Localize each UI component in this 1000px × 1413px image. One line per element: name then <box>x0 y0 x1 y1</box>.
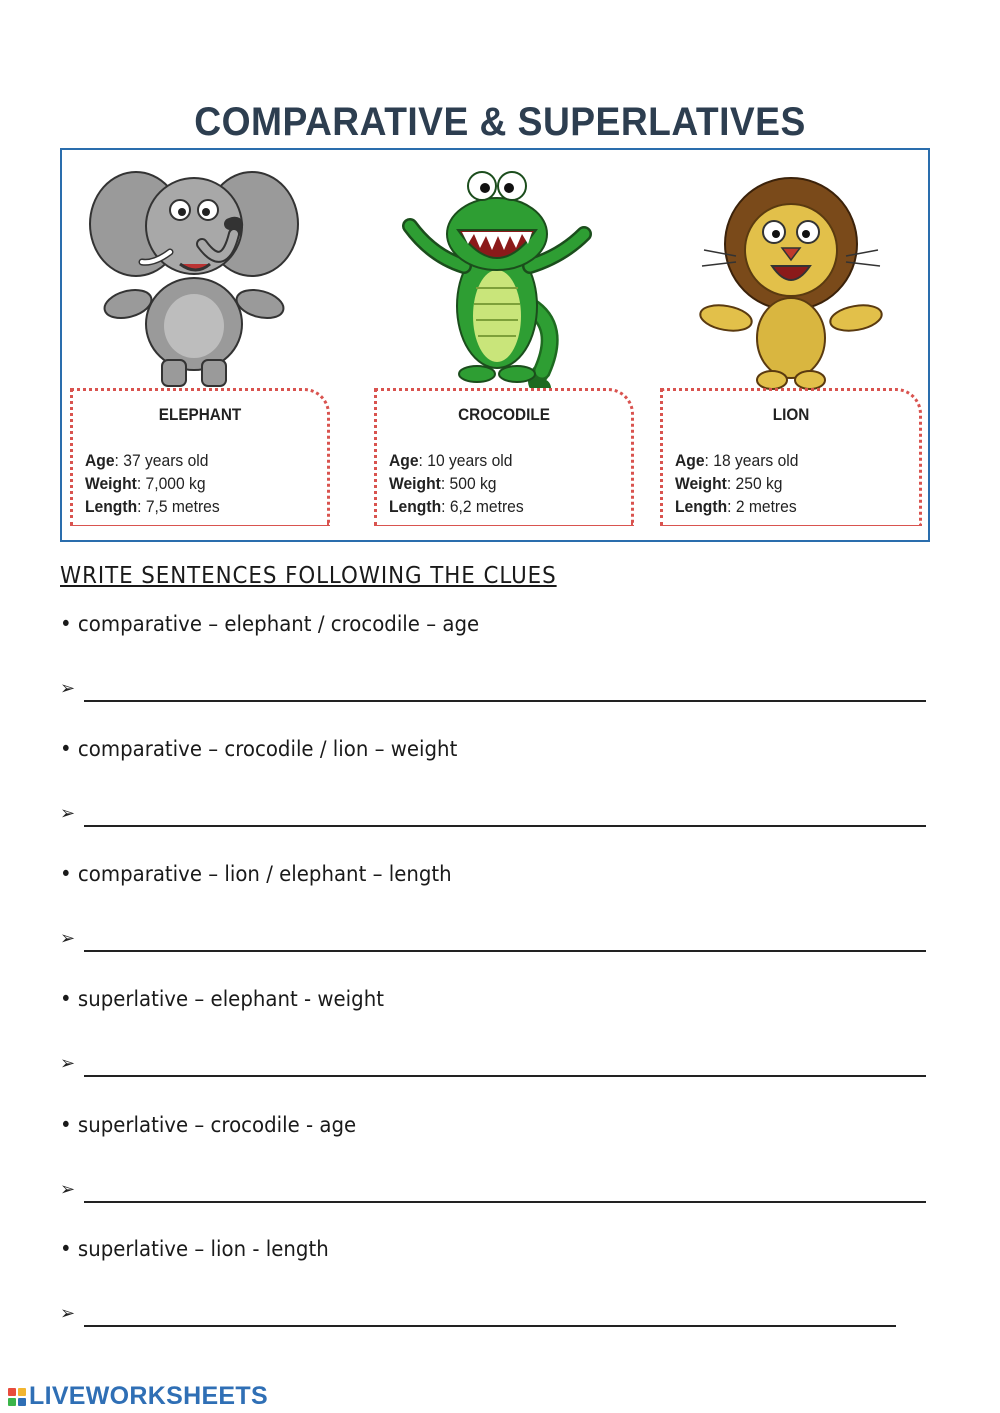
crocodile-card <box>374 388 634 526</box>
answer-line-4[interactable] <box>60 1051 930 1081</box>
clue-6: • superlative – lion - length <box>60 1237 329 1261</box>
weight-label: Weight <box>675 474 727 493</box>
arrow-icon: ➢ <box>60 1303 76 1324</box>
animals-panel <box>60 148 930 542</box>
elephant-age: : 37 years old <box>114 451 209 470</box>
lion-illustration <box>696 170 886 392</box>
length-label: Length <box>675 497 728 516</box>
crocodile-illustration <box>392 156 602 388</box>
answer-line-1[interactable] <box>60 676 930 706</box>
answer-line-5[interactable] <box>60 1177 930 1207</box>
instruction-heading: WRITE SENTENCES FOLLOWING THE CLUES <box>60 563 557 589</box>
crocodile-age: : 10 years old <box>418 451 513 470</box>
logo-grid-icon <box>8 1388 26 1406</box>
crocodile-weight: : 500 kg <box>440 474 497 493</box>
lion-name: LION <box>772 405 810 424</box>
weight-label: Weight <box>85 474 137 493</box>
crocodile-name: CROCODILE <box>458 405 550 424</box>
elephant-weight: : 7,000 kg <box>136 474 206 493</box>
worksheet-title: COMPARATIVE & SUPERLATIVES <box>194 100 806 144</box>
answer-line-3[interactable] <box>60 926 930 956</box>
logo-text: LIVEWORKSHEETS <box>29 1382 268 1410</box>
elephant-name: ELEPHANT <box>158 405 242 424</box>
arrow-icon: ➢ <box>60 678 76 699</box>
crocodile-length: : 6,2 metres <box>441 497 524 516</box>
lion-weight: : 250 kg <box>726 474 783 493</box>
arrow-icon: ➢ <box>60 1053 76 1074</box>
length-label: Length <box>389 497 442 516</box>
answer-line-6[interactable] <box>60 1301 900 1331</box>
elephant-length: : 7,5 metres <box>137 497 220 516</box>
weight-label: Weight <box>389 474 441 493</box>
lion-length: : 2 metres <box>727 497 797 516</box>
clue-2: • comparative – crocodile / lion – weight <box>60 737 458 761</box>
answer-line-2[interactable] <box>60 801 930 831</box>
elephant-illustration <box>84 164 304 390</box>
liveworksheets-logo[interactable] <box>8 1382 268 1411</box>
lion-age: : 18 years old <box>704 451 799 470</box>
arrow-icon: ➢ <box>60 803 76 824</box>
arrow-icon: ➢ <box>60 928 76 949</box>
arrow-icon: ➢ <box>60 1179 76 1200</box>
clue-4: • superlative – elephant - weight <box>60 987 384 1011</box>
age-label: Age <box>389 451 419 470</box>
lion-card <box>660 388 922 526</box>
clue-1: • comparative – elephant / crocodile – age <box>60 612 480 636</box>
age-label: Age <box>675 451 705 470</box>
clue-3: • comparative – lion / elephant – length <box>60 862 452 886</box>
age-label: Age <box>85 451 115 470</box>
clue-5: • superlative – crocodile - age <box>60 1113 357 1137</box>
elephant-card <box>70 388 330 526</box>
length-label: Length <box>85 497 138 516</box>
